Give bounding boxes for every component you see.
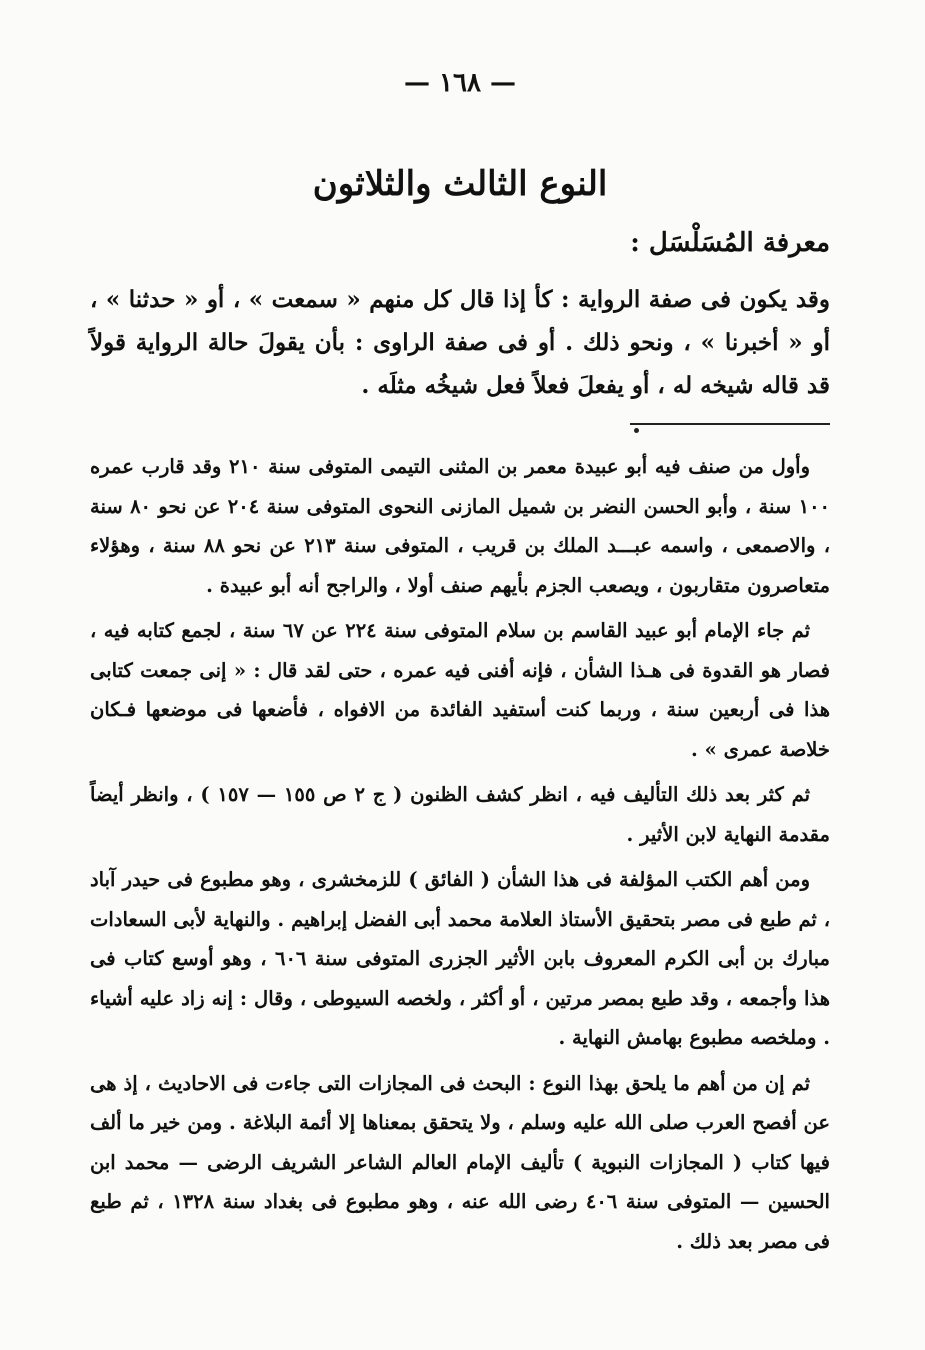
footnote-marker-dot [634,428,639,433]
topic-heading: معرفة المُسَلْسَل : [630,228,830,258]
footnote-paragraph-2: ثم جاء الإمام أبو عبيد القاسم بن سلام المتوفى سنة ٢٢٤ عن ٦٧ سنة ، لجمع كتابه فيه ، فصار هو القدوة فى هـذا الشأن ، فإنه أفنى فيه عمره ، حتى لقد قال : « إنى جمعت كتابى هذا فى أربعين سنة ، وربما كنت أستفيد الفائدة من الافواه ، فأضعها فى موضعها فـكان خلاصة عمرى » . [90,619,830,761]
footnote-paragraph-1: وأول من صنف فيه أبو عبيدة معمر بن المثنى التيمى المتوفى سنة ٢١٠ وقد قارب عمره ١٠٠ سنة ، وأبو الحسن النضر بن شميل المازنى النحوى المتوفى سنة ٢٠٤ عن نحو ٨٠ سنة ، والاصمعى ، واسمه عبـــد الملك بن قريب ، المتوفى سنة ٢١٣ عن نحو ٨٨ سنة ، وهؤلاء متعاصرون متقاربون ، ويصعب الجزم بأيهم صنف أولا ، والراجح أنه أبو عبيدة . [90,455,831,597]
main-paragraph: وقد يكون فى صفة الرواية : كأ إذا قال كل منهم « سمعت » ، أو « حدثنا » ، أو « أخبرنا » ، ونحو ذلك . أو فى صفة الراوى : بأن يقولَ حالة الرواية قولاً قد قاله شيخه له ، أو يفعلَ فعلاً فعل شيخُه مثلَه . [90,286,830,399]
chapter-title: النوع الثالث والثلاثون [312,164,608,204]
book-page [90,60,830,1320]
footnote-paragraph-4: ومن أهم الكتب المؤلفة فى هذا الشأن ( الفائق ) للزمخشرى ، وهو مطبوع فى حيدر آباد ، ثم طبع فى مصر بتحقيق الأستاذ العلامة محمد أبى الفضل إبراهيم . والنهاية لأبى السعادات مبارك بن أبى الكرم المعروف بابن الأثير الجزرى المتوفى سنة ٦٠٦ ، وهو أوسع كتاب فى هذا وأجمعه ، وقد طبع بمصر مرتين ، أو أكثر ، ولخصه السيوطى ، وقال : إنه زاد عليه أشياء . وملخصه مطبوع بهامش النهاية . [90,868,830,1049]
footnotes [90,447,830,1261]
footnote-divider [630,423,830,425]
page-number: — ١٦٨ — [403,68,517,98]
footnote-paragraph-3: ثم كثر بعد ذلك التأليف فيه ، انظر كشف الظنون ( ج ٢ ص ١٥٥ — ١٥٧ ) ، وانظر أيضاً مقدمة النهاية لابن الأثير . [90,783,830,846]
footnote-paragraph-5: ثم إن من أهم ما يلحق بهذا النوع : البحث فى المجازات التى جاءت فى الاحاديث ، إذ هى عن أفصح العرب صلى الله عليه وسلم ، ولا يتحقق بمعناها إلا أئمة البلاغة . ومن خير ما ألف فيها كتاب ( المجازات النبوية ) تأليف الإمام العالم الشاعر الشريف الرضى — محمد ابن الحسين — المتوفى سنة ٤٠٦ رضى الله عنه ، وهو مطبوع فى بغداد سنة ١٣٢٨ ، ثم طبع فى مصر بعد ذلك . [90,1071,830,1253]
